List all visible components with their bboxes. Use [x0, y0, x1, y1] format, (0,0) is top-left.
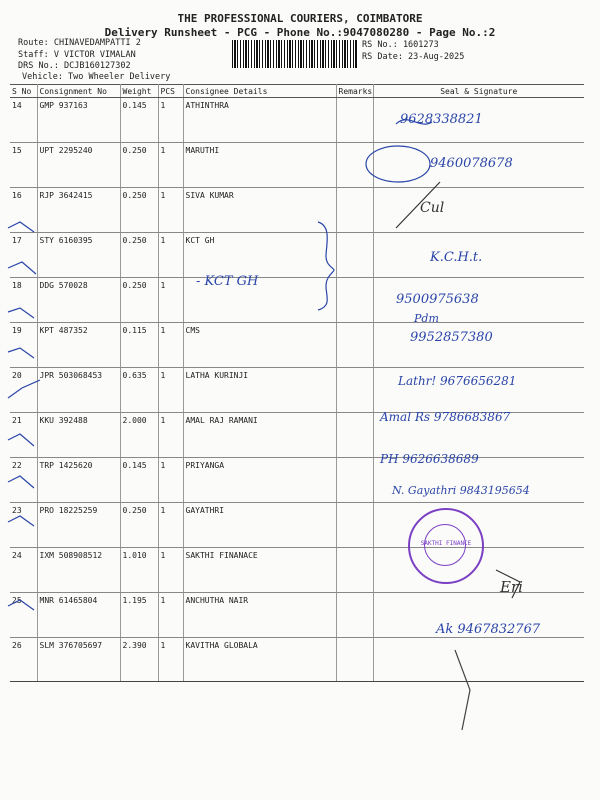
row-pcs: 1: [158, 98, 183, 143]
handwriting-sig21: Amal Rs 9786683867: [380, 410, 511, 424]
row-weight: 2.000: [120, 413, 158, 458]
tick-mark-26: [8, 600, 34, 610]
route-label: Route: CHINAVEDAMPATTI 2: [18, 38, 141, 48]
row-weight: 0.635: [120, 368, 158, 413]
tick-mark-17: [8, 222, 34, 232]
tick-mark-18: [8, 262, 36, 274]
row-sno: 23: [10, 503, 37, 548]
row-consignment: MNR 61465804: [37, 593, 120, 638]
row-pcs: 1: [158, 413, 183, 458]
row-pcs: 1: [158, 323, 183, 368]
row-consignment: UPT 2295240: [37, 143, 120, 188]
row-consignment: TRP 1425620: [37, 458, 120, 503]
rs-date: RS Date: 23-Aug-2025: [362, 52, 465, 62]
row-pcs: 1: [158, 458, 183, 503]
row-consignee: KAVITHA GLOBALA: [183, 638, 336, 682]
handwriting-sig26: Ak 9467832767: [436, 622, 541, 637]
row-consignee: ANCHUTHA NAIR: [183, 593, 336, 638]
row-weight: 0.250: [120, 143, 158, 188]
tick-mark-20: [8, 348, 34, 358]
row-weight: 1.010: [120, 548, 158, 593]
row-sno: 20: [10, 368, 37, 413]
handwriting-sig20: Lathr! 9676656281: [398, 374, 517, 388]
row-pcs: 1: [158, 548, 183, 593]
row-pcs: 1: [158, 638, 183, 682]
staff-label: Staff: V VICTOR VIMALAN: [18, 50, 136, 60]
handwriting-sig23: N. Gayathri 9843195654: [392, 484, 530, 497]
tick-mark-24: [8, 516, 34, 526]
col-consignment: Consignment No: [37, 85, 120, 98]
row-pcs: 1: [158, 278, 183, 323]
col-pcs: PCS: [158, 85, 183, 98]
row-pcs: 1: [158, 368, 183, 413]
row-consignment: PRO 18225259: [37, 503, 120, 548]
row-consignment: KKU 392488: [37, 413, 120, 458]
row-consignment: JPR 503068453: [37, 368, 120, 413]
row-consignment: KPT 487352: [37, 323, 120, 368]
row-pcs: 1: [158, 143, 183, 188]
col-weight: Weight: [120, 85, 158, 98]
row-consignee: MARUTHI: [183, 143, 336, 188]
row-consignee: LATHA KURINJI: [183, 368, 336, 413]
row-consignee: SAKTHI FINANACE: [183, 548, 336, 593]
col-consignee: Consignee Details: [183, 85, 336, 98]
row-weight: 0.250: [120, 278, 158, 323]
row-consignment: SLM 376705697: [37, 638, 120, 682]
row-sno: 26: [10, 638, 37, 682]
runsheet-subtitle: Delivery Runsheet - PCG - Phone No.:9047080280 - Page No.:2: [104, 26, 496, 39]
row-pcs: 1: [158, 188, 183, 233]
row-weight: 0.115: [120, 323, 158, 368]
tick-mark-22: [8, 434, 34, 446]
row-sno: 18: [10, 278, 37, 323]
row-sno: 14: [10, 98, 37, 143]
row-consignment: IXM 508908512: [37, 548, 120, 593]
row-pcs: 1: [158, 233, 183, 278]
col-sno: S No: [10, 85, 37, 98]
row-consignment: RJP 3642415: [37, 188, 120, 233]
row-weight: 1.195: [120, 593, 158, 638]
row-consignee: GAYATHRI: [183, 503, 336, 548]
row-consignee: SIVA KUMAR: [183, 188, 336, 233]
vehicle-label: Vehicle: Two Wheeler Delivery: [22, 72, 171, 82]
row-sno: 24: [10, 548, 37, 593]
row-consignee: CMS: [183, 323, 336, 368]
row-sno: 15: [10, 143, 37, 188]
row-sno: 25: [10, 593, 37, 638]
row-consignment: STY 6160395: [37, 233, 120, 278]
handwriting-sig17: K.C.H.t.: [430, 250, 483, 265]
handwriting-sig15: 9460078678: [430, 156, 513, 171]
row-pcs: 1: [158, 503, 183, 548]
handwriting-sig14: 9628338821: [400, 112, 483, 127]
tick-mark-21: [8, 380, 40, 398]
company-seal-stamp: [408, 508, 484, 584]
handwriting-sig19-phone: 9500975638: [396, 292, 479, 307]
handwriting-sig25: Eri: [500, 578, 523, 596]
row-sno: 16: [10, 188, 37, 233]
seal-text: SAKTHI FINANCE: [420, 540, 472, 547]
row-consignee: KCT GH: [183, 233, 336, 278]
handwriting-sig16: Cul: [420, 200, 445, 216]
handwriting-sig22: PH 9626638689: [380, 452, 479, 466]
tick-mark-23: [8, 476, 34, 488]
row-consignee: ATHINTHRA: [183, 98, 336, 143]
pointer-line: [455, 650, 470, 730]
handwriting-kctgh: - KCT GH: [196, 274, 259, 289]
row-weight: 0.250: [120, 503, 158, 548]
row-pcs: 1: [158, 593, 183, 638]
signature-loop-15: [366, 146, 430, 182]
brace-kct: [318, 222, 334, 310]
row-weight: 0.250: [120, 188, 158, 233]
row-weight: 2.390: [120, 638, 158, 682]
row-sno: 21: [10, 413, 37, 458]
row-sno: 17: [10, 233, 37, 278]
row-weight: 0.145: [120, 98, 158, 143]
handwriting-sig19-phone2: 9952857380: [410, 330, 493, 345]
tick-mark-19: [8, 308, 34, 318]
row-weight: 0.145: [120, 458, 158, 503]
col-remarks: Remarks: [336, 85, 373, 98]
drs-label: DRS No.: DCJB160127302: [18, 61, 131, 71]
row-consignment: DDG 570028: [37, 278, 120, 323]
col-signature: Seal & Signature: [373, 85, 584, 98]
row-sno: 22: [10, 458, 37, 503]
row-weight: 0.250: [120, 233, 158, 278]
row-consignee: PRIYANGA: [183, 458, 336, 503]
rs-number: RS No.: 1601273: [362, 40, 439, 50]
handwriting-sig19-name: Pdm: [414, 312, 439, 325]
row-consignee: AMAL RAJ RAMANI: [183, 413, 336, 458]
company-name: THE PROFESSIONAL COURIERS, COIMBATORE: [177, 12, 423, 25]
row-consignment: GMP 937163: [37, 98, 120, 143]
row-sno: 19: [10, 323, 37, 368]
